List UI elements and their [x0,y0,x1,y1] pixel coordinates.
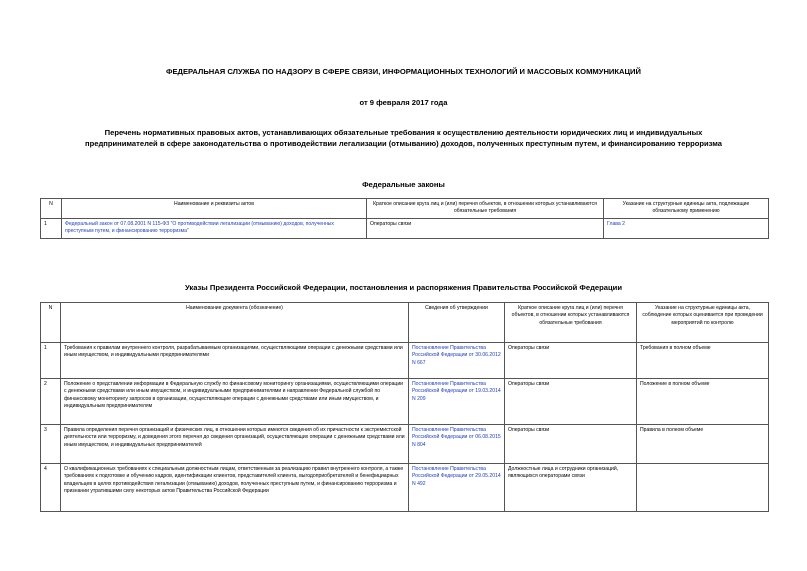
table-header-row [41,303,769,343]
units-cell: Положение в полном объеме [637,379,769,425]
federal-laws-table [40,198,769,239]
table-row [41,343,769,379]
table-row [41,425,769,464]
agency-heading: ФЕДЕРАЛЬНАЯ СЛУЖБА ПО НАДЗОРУ В СФЕРЕ СВЯЗИ, ИНФОРМАЦИОННЫХ ТЕХНОЛОГИЙ И МАССОВЫХ КОММУНИКАЦИЙ [166,67,641,76]
units-cell: Правила в полном объеме [637,425,769,464]
table-row [41,218,769,238]
column-header: Наименование документа (обозначение) [61,303,409,343]
column-header: Краткое описание круга лиц и (или) перечня объектов, в отношении которых устанавливаются обязательные требования [367,199,604,219]
units-cell [637,464,769,512]
units-link[interactable]: Глава 2 [604,218,769,238]
document-name-cell: Требования к правилам внутреннего контроля, разрабатываемым организациями, осуществляющими операции с денежными средствами или иным имуществом, и индивидуальными предпринимателями [61,343,409,379]
column-header: N [41,303,61,343]
column-header: Краткое описание круга лиц и (или) перечня объектов, в отношении которых устанавливаются обязательные требования [505,303,637,343]
table-header-row [41,199,769,219]
document-name-cell: О квалификационных требованиях к специальным должностным лицам, ответственным за реализацию правил внутреннего контроля, а также требованиях к подготовке и обучению кадров, идентификации клиентов, представителей клиента, выгодоприобретателей и бенефициарных владельцев в целях противодействия легализации (отмыванию) доходов, полученных преступным путем, и финансированию терроризма и признании утратившими силу некоторых актов Правительства Российской Федерации [61,464,409,512]
column-header: N [41,199,62,219]
units-cell: Требования в полном объеме [637,343,769,379]
table-row [41,464,769,512]
decrees-table [40,302,769,512]
row-number: 2 [41,379,61,425]
column-header: Сведения об утверждении [409,303,505,343]
approval-link[interactable]: Постановление Правительства Российской Федерации от 30.06.2012 N 667 [409,343,505,379]
subjects-cell: Операторы связи [505,343,637,379]
subjects-cell: Операторы связи [505,425,637,464]
act-link[interactable]: Федеральный закон от 07.08.2001 N 115-ФЗ "О противодействии легализации (отмыванию) доходов, полученных преступным путем, и финансированию терроризма" [62,218,367,238]
document-date: от 9 февраля 2017 года [359,98,448,107]
column-header: Указание на структурные единицы акта, подлежащие обязательному применению [604,199,769,219]
section-heading-decrees: Указы Президента Российской Федерации, постановления и распоряжения Правительства Российской Федерации [184,283,622,292]
subjects-cell: Операторы связи [505,379,637,425]
row-number: 1 [41,218,62,238]
document-name-cell: Положение о представлении информации в Федеральную службу по финансовому мониторингу организациями, осуществляющими операции с денежными средствами или иным имуществом, и индивидуальными предпринимателями и направлении Федеральной службой по финансовому мониторингу запросов в организации, осуществляющие операции с денежными средствами или иным имуществом, и индивидуальным предпринимателям [61,379,409,425]
approval-link[interactable]: Постановление Правительства Российской Федерации от 29.05.2014 N 492 [409,464,505,512]
subjects-cell: Операторы связи [367,218,604,238]
approval-link[interactable]: Постановление Правительства Российской Федерации от 19.03.2014 N 209 [409,379,505,425]
row-number: 3 [41,425,61,464]
table-row [41,379,769,425]
subjects-cell: Должностные лица и сотрудники организаций, являющихся операторами связи [505,464,637,512]
document-title: Перечень нормативных правовых актов, устанавливающих обязательные требования к осуществлению деятельности юридических лиц и индивидуальных предпринимателей в сфере законодательства о противодействии легализации (отмыванию) доходов, полученных преступным путем, и финансированию терроризма [85,128,722,148]
column-header: Наименование и реквизиты актов [62,199,367,219]
document-name-cell: Правила определения перечня организаций и физических лиц, в отношении которых имеются сведения об их причастности к экстремистской деятельности или терроризму, и доведения этого перечня до сведения организаций, осуществляющих операции с денежными средствами или иным имуществом, и индивидуальных предпринимателей [61,425,409,464]
row-number: 1 [41,343,61,379]
section-heading-federal-laws: Федеральные законы [362,180,445,189]
column-header: Указание на структурные единицы акта, соблюдение которых оценивается при проведении мероприятий по контролю [637,303,769,343]
row-number: 4 [41,464,61,512]
approval-link[interactable]: Постановление Правительства Российской Федерации от 06.08.2015 N 804 [409,425,505,464]
